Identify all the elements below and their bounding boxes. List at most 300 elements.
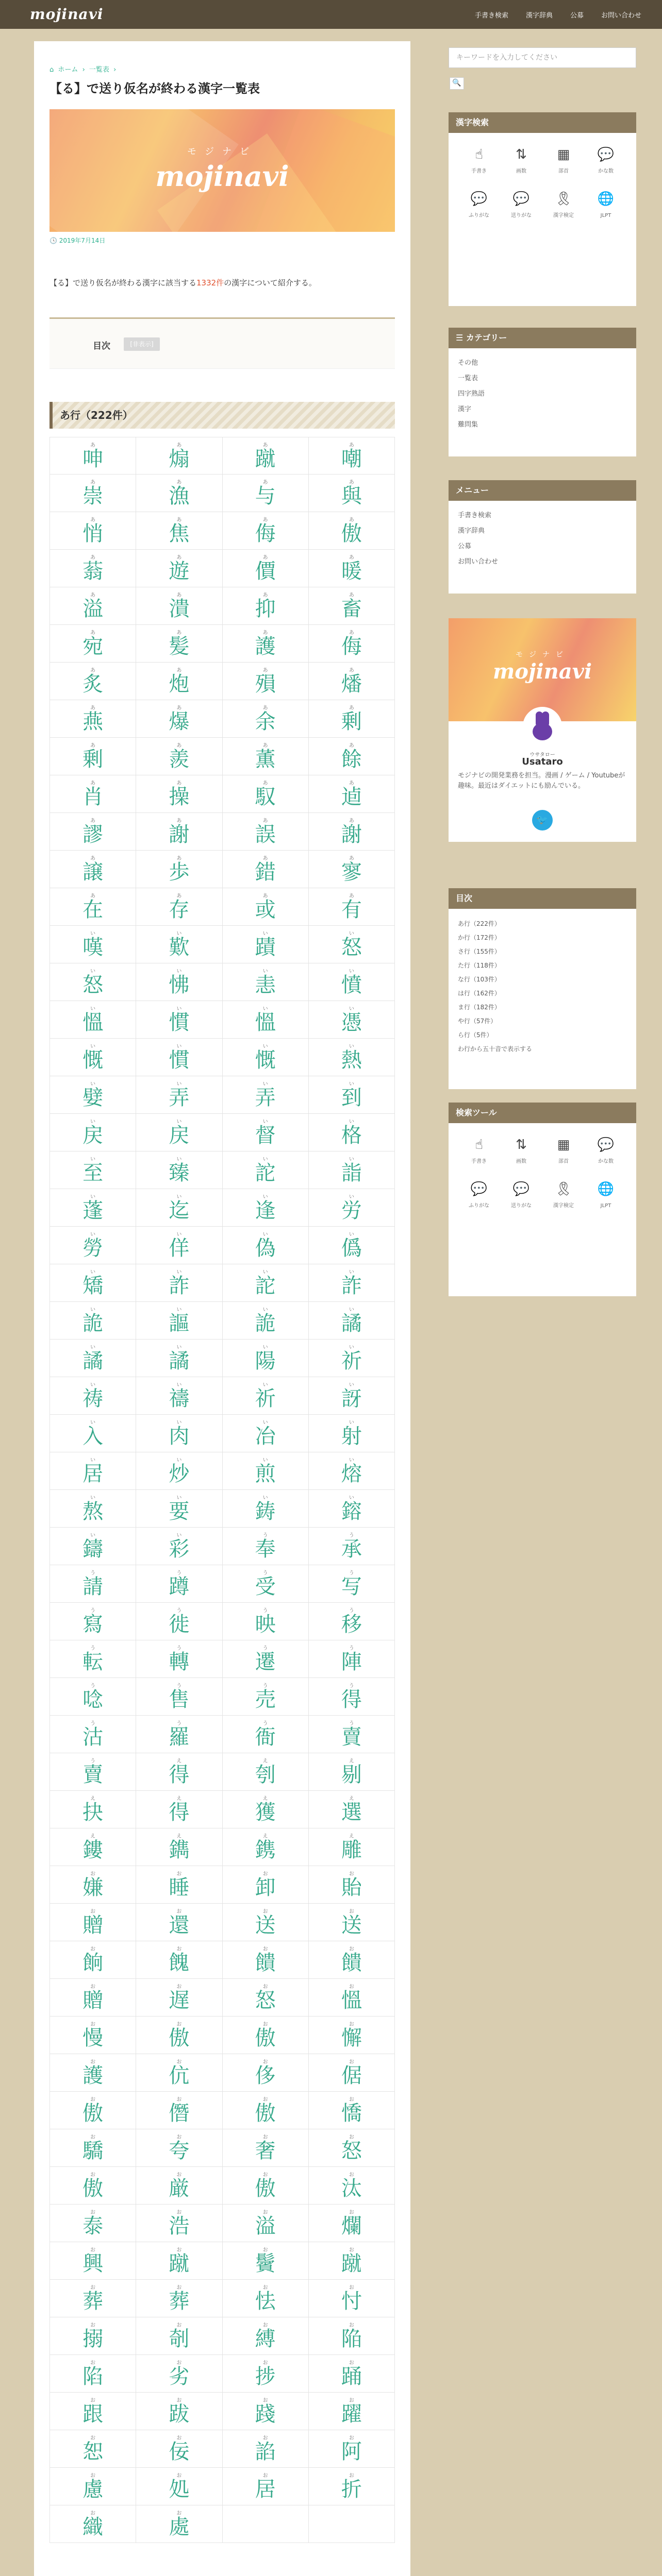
kanji-cell[interactable]	[136, 775, 222, 813]
kanji-cell[interactable]	[309, 1264, 395, 1302]
kanji-cell[interactable]	[223, 2317, 309, 2355]
kanji-character[interactable]: 鋳	[255, 1500, 276, 1523]
kanji-character[interactable]: 崇	[82, 484, 104, 508]
kanji-character[interactable]: 夸	[169, 2139, 190, 2163]
kanji-cell[interactable]	[136, 2317, 222, 2355]
kanji-cell[interactable]	[49, 1753, 136, 1791]
kanji-character[interactable]: 抉	[82, 1801, 104, 1824]
kanji-cell[interactable]	[136, 2280, 222, 2317]
kanji-cell[interactable]	[136, 888, 222, 926]
kanji-character[interactable]: 忖	[341, 2290, 362, 2313]
kanji-character[interactable]: 慣	[169, 1011, 190, 1035]
kanji-character[interactable]: 轉	[169, 1650, 190, 1674]
toc-link[interactable]: た行（118件）	[458, 962, 501, 969]
kanji-cell[interactable]	[136, 963, 222, 1001]
kanji-character[interactable]: 護	[255, 635, 276, 658]
kanji-cell[interactable]	[309, 851, 395, 888]
kanji-character[interactable]: 祈	[255, 1387, 276, 1411]
toc-toggle-button[interactable]: [非表示]	[124, 337, 160, 351]
kanji-character[interactable]: 迄	[169, 1199, 190, 1223]
kanji-cell[interactable]	[309, 1151, 395, 1189]
kanji-character[interactable]: 傲	[341, 522, 362, 546]
kanji-character[interactable]: 得	[169, 1801, 190, 1824]
kanji-character[interactable]: 陥	[341, 2327, 362, 2351]
kanji-character[interactable]: 踐	[255, 2402, 276, 2426]
kanji-cell[interactable]	[309, 1678, 395, 1716]
kanji-cell[interactable]	[49, 1189, 136, 1227]
kanji-character[interactable]: 要	[169, 1500, 190, 1523]
kanji-cell[interactable]	[136, 550, 222, 587]
kanji-cell[interactable]	[49, 963, 136, 1001]
kanji-cell[interactable]	[136, 2054, 222, 2092]
toc-link[interactable]: は行（162件）	[458, 990, 501, 997]
kanji-cell[interactable]	[223, 1227, 309, 1264]
tool-hand[interactable]	[458, 1134, 500, 1179]
kanji-cell[interactable]	[223, 1001, 309, 1039]
kanji-cell[interactable]	[49, 813, 136, 851]
kanji-cell[interactable]	[309, 1941, 395, 1979]
kanji-cell[interactable]	[49, 550, 136, 587]
kanji-cell[interactable]	[136, 1076, 222, 1114]
kanji-cell[interactable]	[49, 625, 136, 663]
kanji-cell[interactable]	[49, 2355, 136, 2393]
kanji-character[interactable]: 送	[255, 1913, 276, 1937]
kanji-character[interactable]: 寫	[82, 1613, 104, 1636]
kanji-character[interactable]: 卸	[255, 1876, 276, 1900]
kanji-character[interactable]: 譲	[82, 860, 104, 884]
kanji-character[interactable]: 僭	[169, 2102, 190, 2125]
kanji-character[interactable]: 傲	[169, 2026, 190, 2050]
kanji-cell[interactable]	[309, 587, 395, 625]
kanji-character[interactable]: 誤	[255, 823, 276, 846]
kanji-cell[interactable]	[223, 1716, 309, 1753]
kanji-character[interactable]: 劣	[169, 2365, 190, 2388]
kanji-character[interactable]: 彩	[169, 1537, 190, 1561]
kanji-character[interactable]: 至	[82, 1161, 104, 1185]
kanji-cell[interactable]	[49, 2205, 136, 2242]
kanji-character[interactable]: 矯	[82, 1274, 104, 1298]
tool-globe[interactable]	[585, 189, 627, 233]
kanji-cell[interactable]	[49, 1264, 136, 1302]
kanji-character[interactable]: 雕	[341, 1838, 362, 1862]
kanji-character[interactable]: 写	[341, 1575, 362, 1599]
kanji-cell[interactable]	[309, 1189, 395, 1227]
kanji-character[interactable]: 謝	[341, 823, 362, 846]
category-item[interactable]: その他	[458, 359, 478, 367]
kanji-character[interactable]: 傲	[82, 2177, 104, 2200]
kanji-character[interactable]: 傲	[255, 2102, 276, 2125]
kanji-character[interactable]: 浩	[169, 2214, 190, 2238]
kanji-character[interactable]: 奉	[255, 1537, 276, 1561]
kanji-character[interactable]: 葬	[82, 2290, 104, 2313]
kanji-cell[interactable]	[223, 1415, 309, 1452]
kanji-cell[interactable]	[49, 1452, 136, 1490]
kanji-cell[interactable]	[309, 775, 395, 813]
kanji-character[interactable]: 遊	[169, 560, 190, 583]
kanji-character[interactable]: 刳	[255, 1763, 276, 1787]
kanji-character[interactable]: 怒	[82, 973, 104, 997]
kanji-cell[interactable]	[136, 1866, 222, 1904]
kanji-cell[interactable]	[136, 1151, 222, 1189]
menu-item[interactable]: 漢字辞典	[458, 527, 485, 535]
kanji-cell[interactable]	[223, 1076, 309, 1114]
kanji-cell[interactable]	[136, 1227, 222, 1264]
kanji-cell[interactable]	[223, 2167, 309, 2205]
kanji-cell[interactable]	[136, 1039, 222, 1076]
kanji-character[interactable]: 弄	[255, 1086, 276, 1110]
kanji-cell[interactable]	[309, 1640, 395, 1678]
kanji-character[interactable]: 剰	[341, 710, 362, 734]
kanji-cell[interactable]	[136, 663, 222, 700]
kanji-cell[interactable]	[49, 587, 136, 625]
kanji-cell[interactable]	[49, 926, 136, 963]
kanji-cell[interactable]	[309, 474, 395, 512]
kanji-character[interactable]: 傲	[255, 2177, 276, 2200]
kanji-character[interactable]: 蓊	[82, 560, 104, 583]
kanji-cell[interactable]	[223, 1791, 309, 1828]
kanji-character[interactable]: 錯	[255, 860, 276, 884]
kanji-cell[interactable]	[136, 1302, 222, 1340]
kanji-character[interactable]: 鎔	[341, 1500, 362, 1523]
kanji-cell[interactable]	[223, 1678, 309, 1716]
tool-speech[interactable]	[500, 1179, 542, 1223]
kanji-character[interactable]: 侮	[341, 635, 362, 658]
kanji-cell[interactable]	[309, 1791, 395, 1828]
kanji-cell[interactable]	[49, 1302, 136, 1340]
kanji-character[interactable]: 慍	[255, 1011, 276, 1035]
kanji-cell[interactable]	[309, 1227, 395, 1264]
tool-ribbon[interactable]	[542, 1179, 585, 1223]
kanji-character[interactable]: 煎	[255, 1462, 276, 1486]
kanji-cell[interactable]	[309, 1340, 395, 1377]
tool-hand[interactable]	[458, 144, 500, 189]
kanji-cell[interactable]	[49, 1377, 136, 1415]
kanji-character[interactable]: 與	[341, 484, 362, 508]
kanji-cell[interactable]	[309, 1076, 395, 1114]
kanji-cell[interactable]	[49, 2054, 136, 2092]
kanji-character[interactable]: 悄	[82, 522, 104, 546]
kanji-cell[interactable]	[309, 663, 395, 700]
kanji-character[interactable]: 餘	[341, 748, 362, 771]
kanji-character[interactable]: 祈	[341, 1349, 362, 1373]
kanji-cell[interactable]	[223, 775, 309, 813]
kanji-character[interactable]: 慮	[82, 2478, 104, 2501]
kanji-cell[interactable]	[136, 1377, 222, 1415]
kanji-cell[interactable]	[49, 1941, 136, 1979]
kanji-character[interactable]: 爆	[169, 710, 190, 734]
nav-link-dictionary[interactable]: 漢字辞典	[525, 11, 553, 20]
kanji-character[interactable]: 詑	[255, 1161, 276, 1185]
kanji-cell[interactable]	[223, 625, 309, 663]
menu-item[interactable]: 手書き検索	[458, 512, 492, 519]
kanji-cell[interactable]	[49, 1828, 136, 1866]
nav-link-contact[interactable]: お問い合わせ	[601, 11, 641, 20]
kanji-cell[interactable]	[49, 1490, 136, 1528]
kanji-character[interactable]: 暖	[341, 560, 362, 583]
kanji-character[interactable]: 貽	[341, 1876, 362, 1900]
kanji-character[interactable]: 鏤	[82, 1838, 104, 1862]
kanji-character[interactable]: 売	[255, 1688, 276, 1711]
kanji-cell[interactable]	[136, 1791, 222, 1828]
kanji-cell[interactable]	[309, 2317, 395, 2355]
kanji-character[interactable]: 勞	[82, 1236, 104, 1260]
kanji-character[interactable]: 映	[255, 1613, 276, 1636]
kanji-character[interactable]: 溢	[82, 597, 104, 621]
kanji-character[interactable]: 鐫	[169, 1838, 190, 1862]
kanji-cell[interactable]	[309, 1452, 395, 1490]
kanji-cell[interactable]	[309, 963, 395, 1001]
kanji-cell[interactable]	[223, 1264, 309, 1302]
kanji-cell[interactable]	[309, 1603, 395, 1640]
kanji-character[interactable]: 溢	[255, 2214, 276, 2238]
kanji-character[interactable]: 慨	[82, 1048, 104, 1072]
kanji-character[interactable]: 請	[82, 1575, 104, 1599]
kanji-character[interactable]: 殞	[255, 672, 276, 696]
kanji-character[interactable]: 居	[82, 1462, 104, 1486]
kanji-character[interactable]: 憑	[341, 1011, 362, 1035]
tool-speech[interactable]	[585, 144, 627, 189]
kanji-character[interactable]: 祷	[82, 1387, 104, 1411]
kanji-character[interactable]: 熔	[341, 1462, 362, 1486]
kanji-cell[interactable]	[136, 926, 222, 963]
kanji-character[interactable]: 捗	[255, 2365, 276, 2388]
kanji-character[interactable]: 余	[255, 710, 276, 734]
kanji-cell[interactable]	[49, 888, 136, 926]
kanji-character[interactable]: 射	[341, 1425, 362, 1448]
kanji-character[interactable]: 偽	[255, 1236, 276, 1260]
kanji-character[interactable]: 鑄	[82, 1537, 104, 1561]
kanji-character[interactable]: 佞	[169, 2440, 190, 2464]
kanji-character[interactable]: 馭	[255, 785, 276, 809]
kanji-cell[interactable]	[49, 1151, 136, 1189]
kanji-cell[interactable]	[136, 851, 222, 888]
kanji-character[interactable]: 譎	[341, 1312, 362, 1335]
kanji-cell[interactable]	[136, 1528, 222, 1565]
kanji-character[interactable]: 處	[169, 2515, 190, 2539]
kanji-cell[interactable]	[49, 2468, 136, 2505]
kanji-cell[interactable]	[223, 1828, 309, 1866]
kanji-character[interactable]: 憤	[341, 973, 362, 997]
kanji-character[interactable]: 折	[341, 2478, 362, 2501]
kanji-character[interactable]: 謳	[169, 1312, 190, 1335]
kanji-cell[interactable]	[223, 474, 309, 512]
toc-link[interactable]: か行（172件）	[458, 934, 501, 941]
kanji-cell[interactable]	[309, 813, 395, 851]
kanji-character[interactable]: 葬	[169, 2290, 190, 2313]
kanji-character[interactable]: 詣	[341, 1161, 362, 1185]
tool-speech[interactable]	[458, 189, 500, 233]
kanji-character[interactable]: 焦	[169, 522, 190, 546]
kanji-cell[interactable]	[49, 1227, 136, 1264]
kanji-cell[interactable]	[309, 2167, 395, 2205]
kanji-character[interactable]: 縛	[255, 2327, 276, 2351]
kanji-cell[interactable]	[136, 1264, 222, 1302]
kanji-character[interactable]: 受	[255, 1575, 276, 1599]
kanji-character[interactable]: 転	[82, 1650, 104, 1674]
kanji-character[interactable]: 奢	[255, 2139, 276, 2163]
kanji-character[interactable]: 沽	[82, 1725, 104, 1749]
kanji-cell[interactable]	[136, 1415, 222, 1452]
kanji-cell[interactable]	[309, 1979, 395, 2016]
tool-speech[interactable]	[585, 1134, 627, 1179]
kanji-cell[interactable]	[49, 2242, 136, 2280]
kanji-cell[interactable]	[136, 813, 222, 851]
breadcrumb-home[interactable]: ホーム	[58, 66, 78, 74]
kanji-cell[interactable]	[223, 1114, 309, 1151]
kanji-cell[interactable]	[136, 2468, 222, 2505]
kanji-character[interactable]: 蹴	[255, 447, 276, 471]
kanji-cell[interactable]	[309, 2242, 395, 2280]
kanji-character[interactable]: 得	[341, 1688, 362, 1711]
kanji-cell[interactable]	[223, 2054, 309, 2092]
kanji-character[interactable]: 逌	[341, 785, 362, 809]
kanji-character[interactable]: 恕	[82, 2440, 104, 2464]
kanji-cell[interactable]	[223, 1904, 309, 1941]
kanji-cell[interactable]	[136, 1941, 222, 1979]
toc-link[interactable]: な行（103件）	[458, 976, 501, 983]
kanji-cell[interactable]	[309, 2430, 395, 2468]
kanji-cell[interactable]	[136, 2242, 222, 2280]
category-item[interactable]: 難問集	[458, 421, 478, 429]
kanji-character[interactable]: 售	[169, 1688, 190, 1711]
kanji-character[interactable]: 羨	[169, 748, 190, 771]
kanji-character[interactable]: 熱	[341, 1048, 362, 1072]
kanji-character[interactable]: 織	[82, 2515, 104, 2539]
kanji-cell[interactable]	[49, 1979, 136, 2016]
kanji-cell[interactable]	[223, 851, 309, 888]
kanji-cell[interactable]	[136, 2092, 222, 2129]
kanji-cell[interactable]	[223, 1452, 309, 1490]
kanji-character[interactable]: 潰	[169, 597, 190, 621]
kanji-cell[interactable]	[136, 1678, 222, 1716]
kanji-cell[interactable]	[136, 2129, 222, 2167]
kanji-cell[interactable]	[49, 2016, 136, 2054]
kanji-character[interactable]: 陣	[341, 1650, 362, 1674]
toc-link[interactable]: ら行（5件）	[458, 1031, 493, 1039]
kanji-character[interactable]: 羅	[169, 1725, 190, 1749]
kanji-cell[interactable]	[223, 1603, 309, 1640]
kanji-character[interactable]: 到	[341, 1086, 362, 1110]
category-item[interactable]: 漢字	[458, 405, 472, 413]
kanji-cell[interactable]	[309, 1828, 395, 1866]
kanji-character[interactable]: 踊	[341, 2365, 362, 2388]
kanji-character[interactable]: 労	[341, 1199, 362, 1223]
kanji-character[interactable]: 伉	[169, 2064, 190, 2088]
kanji-cell[interactable]	[223, 1039, 309, 1076]
kanji-character[interactable]: 炒	[169, 1462, 190, 1486]
kanji-character[interactable]: 冶	[255, 1425, 276, 1448]
kanji-character[interactable]: 燕	[82, 710, 104, 734]
kanji-cell[interactable]	[223, 926, 309, 963]
kanji-cell[interactable]	[223, 663, 309, 700]
kanji-cell[interactable]	[223, 437, 309, 474]
kanji-character[interactable]: 餉	[82, 1951, 104, 1975]
kanji-cell[interactable]	[136, 625, 222, 663]
kanji-cell[interactable]	[223, 2092, 309, 2129]
kanji-character[interactable]: 送	[341, 1913, 362, 1937]
kanji-character[interactable]: 処	[169, 2478, 190, 2501]
kanji-cell[interactable]	[49, 700, 136, 738]
kanji-character[interactable]: 漁	[169, 484, 190, 508]
kanji-cell[interactable]	[309, 2092, 395, 2129]
toc-link[interactable]: や行（57件）	[458, 1018, 497, 1025]
kanji-cell[interactable]	[49, 2092, 136, 2129]
kanji-character[interactable]: 跋	[169, 2402, 190, 2426]
kanji-character[interactable]: 慢	[82, 2026, 104, 2050]
kanji-cell[interactable]	[136, 1828, 222, 1866]
kanji-character[interactable]: 存	[169, 898, 190, 922]
kanji-cell[interactable]	[309, 1904, 395, 1941]
kanji-cell[interactable]	[136, 2205, 222, 2242]
kanji-cell[interactable]	[49, 1114, 136, 1151]
kanji-character[interactable]: 譎	[82, 1349, 104, 1373]
kanji-character[interactable]: 鎸	[255, 1838, 276, 1862]
kanji-character[interactable]: 恚	[255, 973, 276, 997]
kanji-cell[interactable]	[309, 1039, 395, 1076]
kanji-cell[interactable]	[223, 2129, 309, 2167]
kanji-cell[interactable]	[309, 1866, 395, 1904]
kanji-cell[interactable]	[49, 2430, 136, 2468]
kanji-cell[interactable]	[49, 738, 136, 775]
kanji-character[interactable]: 逢	[255, 1199, 276, 1223]
kanji-character[interactable]: 蹲	[169, 1575, 190, 1599]
kanji-character[interactable]: 督	[255, 1124, 276, 1147]
kanji-cell[interactable]	[49, 1415, 136, 1452]
kanji-character[interactable]: 還	[169, 1913, 190, 1937]
kanji-character[interactable]: 与	[255, 484, 276, 508]
kanji-cell[interactable]	[309, 1302, 395, 1340]
kanji-cell[interactable]	[136, 587, 222, 625]
kanji-character[interactable]: 蹴	[169, 2252, 190, 2276]
kanji-cell[interactable]	[223, 587, 309, 625]
kanji-character[interactable]: 得	[169, 1763, 190, 1787]
kanji-cell[interactable]	[136, 700, 222, 738]
kanji-cell[interactable]	[49, 512, 136, 550]
kanji-character[interactable]: 陷	[82, 2365, 104, 2388]
kanji-cell[interactable]	[49, 1791, 136, 1828]
kanji-character[interactable]: 有	[341, 898, 362, 922]
kanji-character[interactable]: 蓬	[82, 1199, 104, 1223]
kanji-cell[interactable]	[49, 1565, 136, 1603]
kanji-character[interactable]: 肖	[82, 785, 104, 809]
kanji-cell[interactable]	[309, 2016, 395, 2054]
kanji-cell[interactable]	[309, 926, 395, 963]
kanji-cell[interactable]	[309, 1565, 395, 1603]
kanji-character[interactable]: 怯	[255, 2290, 276, 2313]
kanji-character[interactable]: 燔	[341, 672, 362, 696]
kanji-character[interactable]: 怒	[255, 1989, 276, 2012]
kanji-character[interactable]: 剞	[169, 2327, 190, 2351]
kanji-character[interactable]: 炮	[169, 672, 190, 696]
kanji-cell[interactable]	[136, 1490, 222, 1528]
kanji-cell[interactable]	[49, 775, 136, 813]
kanji-cell[interactable]	[49, 2167, 136, 2205]
kanji-character[interactable]: 怒	[341, 2139, 362, 2163]
kanji-character[interactable]: 倨	[341, 2064, 362, 2088]
toc-link[interactable]: ま行（182件）	[458, 1004, 501, 1011]
kanji-cell[interactable]	[136, 1753, 222, 1791]
kanji-character[interactable]: 怫	[169, 973, 190, 997]
kanji-character[interactable]: 弄	[169, 1086, 190, 1110]
kanji-character[interactable]: 歎	[169, 936, 190, 959]
kanji-character[interactable]: 傲	[255, 2026, 276, 2050]
kanji-character[interactable]: 獲	[255, 1801, 276, 1824]
kanji-character[interactable]: 詑	[255, 1274, 276, 1298]
kanji-cell[interactable]	[49, 474, 136, 512]
kanji-character[interactable]: 侈	[255, 2064, 276, 2088]
kanji-cell[interactable]	[49, 2317, 136, 2355]
kanji-character[interactable]: 懈	[341, 2026, 362, 2050]
